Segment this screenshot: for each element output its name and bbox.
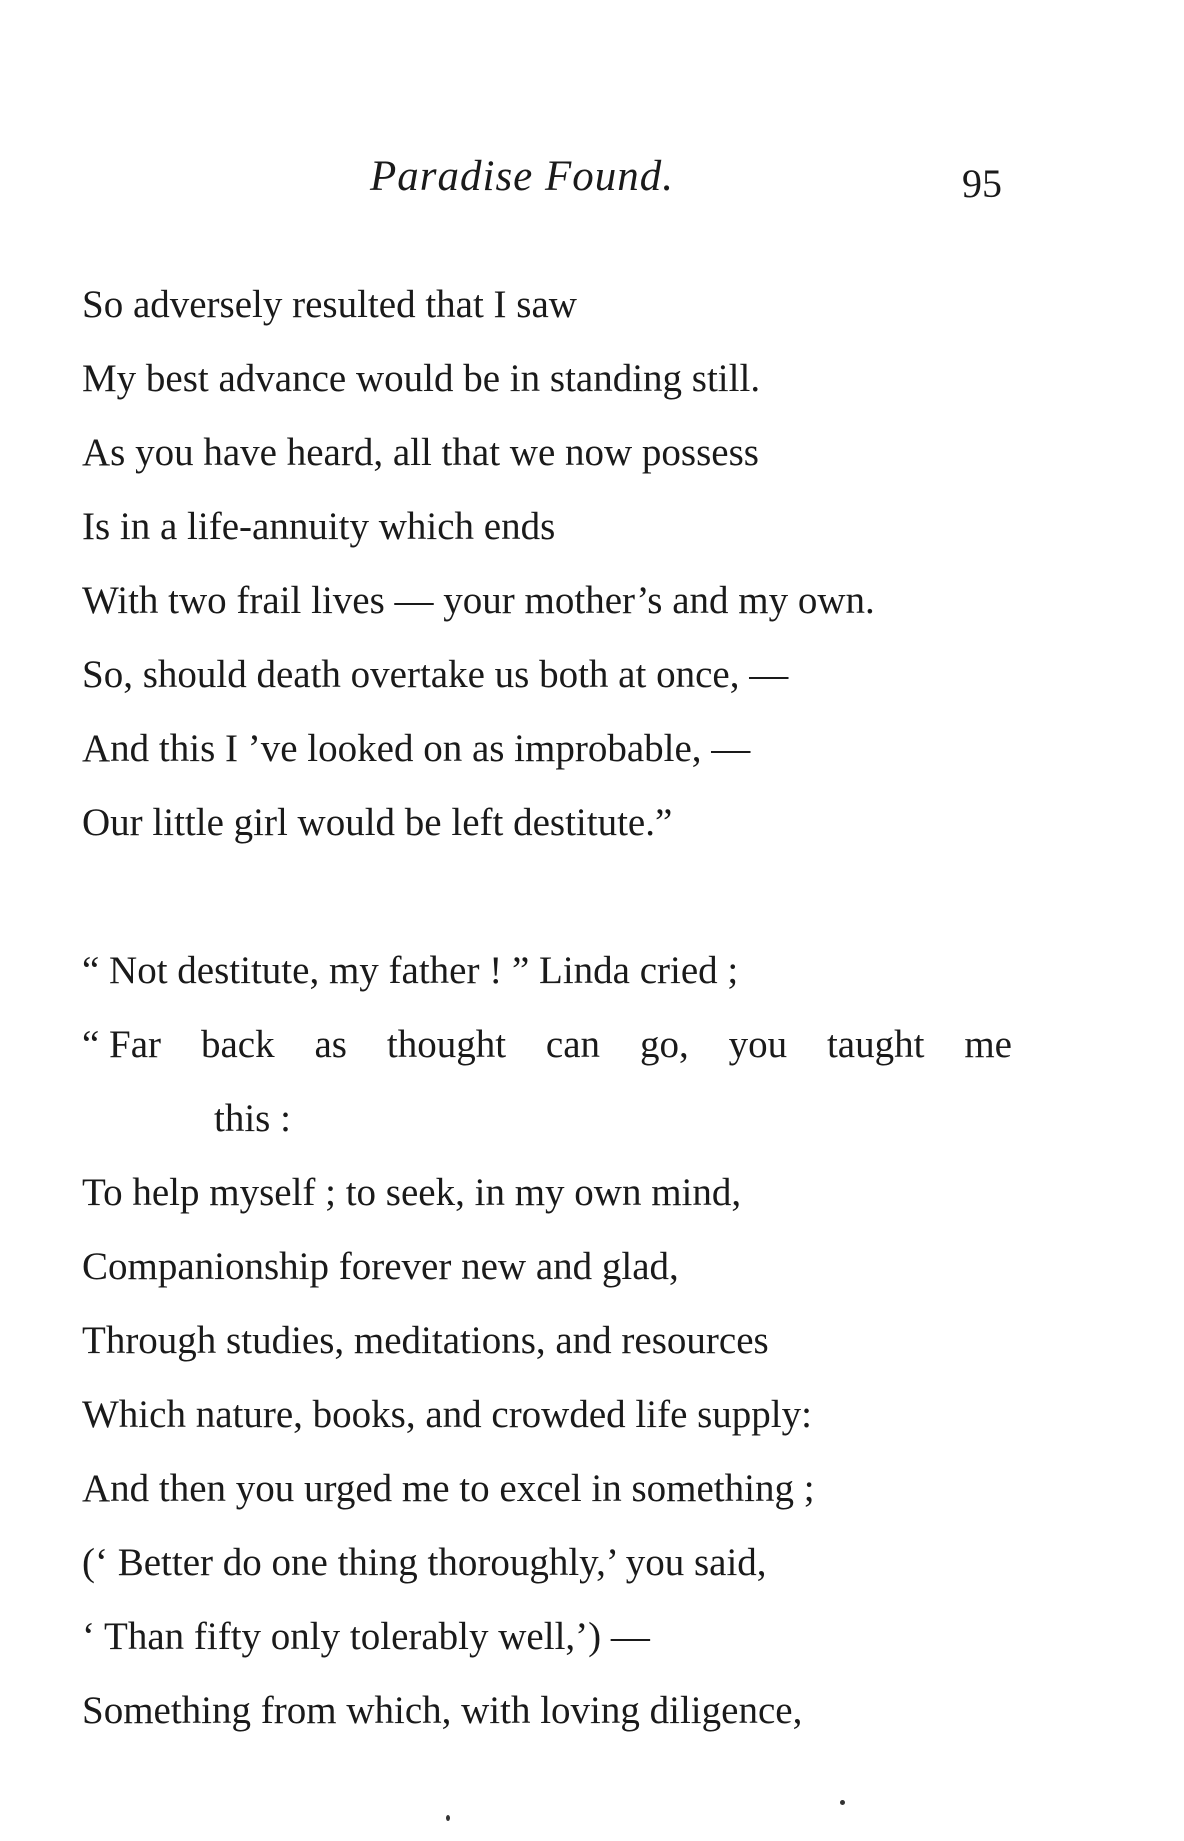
verse-line: (‘ Better do one thing thoroughly,’ you said, <box>82 1541 767 1584</box>
word: “ Far <box>82 1023 162 1066</box>
verse-line: So, should death overtake us both at once, — <box>82 653 789 696</box>
verse-line: So adversely resulted that I saw <box>82 283 577 326</box>
verse-line: “ Not destitute, my father ! ” Linda cried ; <box>82 949 739 992</box>
word: go, <box>639 1023 689 1066</box>
print-speck <box>446 1815 450 1821</box>
word: can <box>545 1023 601 1066</box>
stanza-break <box>82 860 1082 934</box>
verse-line: Which nature, books, and crowded life supply: <box>82 1393 812 1436</box>
word: thought <box>386 1023 507 1066</box>
stanza-2 <box>82 934 1082 1748</box>
word: taught <box>826 1023 925 1066</box>
verse-line: Our little girl would be left destitute.” <box>82 801 673 844</box>
verse-line-justified <box>82 1008 1012 1082</box>
verse-line: With two frail lives — your mother’s and my own. <box>82 579 875 622</box>
print-speck <box>840 1800 845 1805</box>
verse-line: Is in a life-annuity which ends <box>82 505 556 548</box>
verse-line: ‘ Than fifty only tolerably well,’) — <box>82 1615 650 1658</box>
verse-line: And this I ’ve looked on as improbable, — <box>82 727 751 770</box>
stanza-1 <box>82 268 1082 860</box>
word: as <box>314 1023 347 1066</box>
verse-line: Companionship forever new and glad, <box>82 1245 679 1288</box>
word: me <box>964 1023 1012 1066</box>
verse-line-continuation: this : <box>214 1097 291 1140</box>
running-title: Paradise Found. <box>370 153 675 200</box>
verse-line: Through studies, meditations, and resources <box>82 1319 769 1362</box>
word: you <box>728 1023 788 1066</box>
word: back <box>200 1023 275 1066</box>
poem-body <box>82 268 1082 1748</box>
verse-line: And then you urged me to excel in something ; <box>82 1467 815 1510</box>
verse-line: Something from which, with loving diligence, <box>82 1689 803 1732</box>
verse-line: My best advance would be in standing still. <box>82 357 761 400</box>
verse-line: To help myself ; to seek, in my own mind, <box>82 1171 742 1214</box>
verse-line: As you have heard, all that we now possess <box>82 431 759 474</box>
page-number: 95 <box>962 161 1002 206</box>
